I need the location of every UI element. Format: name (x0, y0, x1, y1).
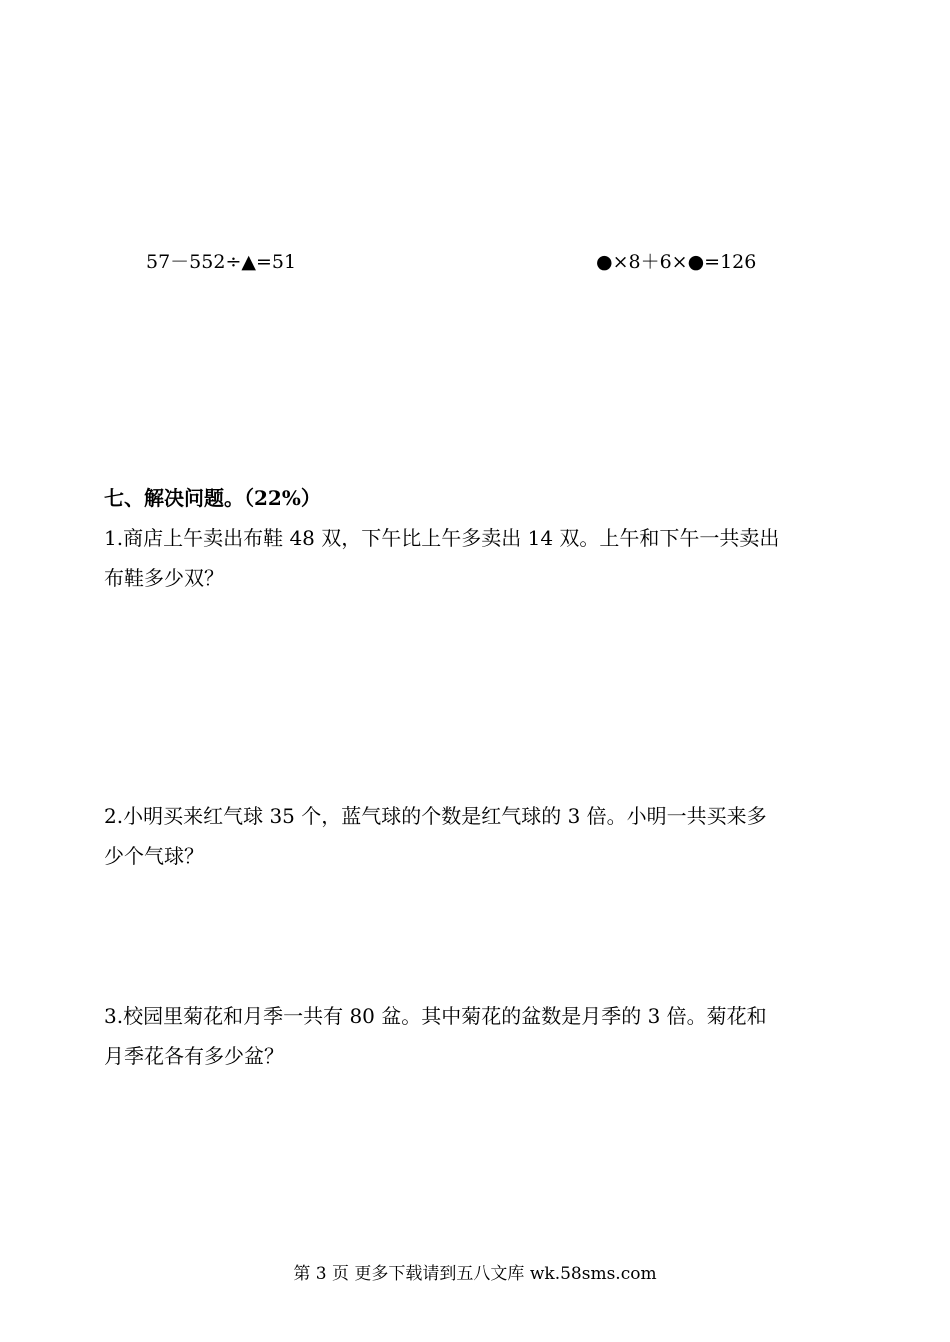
problem-2 (104, 796, 834, 876)
problem-1-line-2: 布鞋多少双？ (104, 566, 224, 590)
page-footer: 第 3 页 更多下载请到五八文库 wk.58sms.com (293, 1264, 657, 1284)
problem-1-line-1: 1.商店上午卖出布鞋 48 双，下午比上午多卖出 14 双。上午和下午一共卖出 (104, 526, 780, 550)
equation-right: ●×8＋6×●=126 (596, 251, 757, 273)
section-title: 七、解决问题。（22%） (104, 486, 321, 510)
equation-left: 57－552÷▲=51 (146, 251, 297, 273)
problem-2-line-1: 2.小明买来红气球 35 个，蓝气球的个数是红气球的 3 倍。小明一共买来多 (104, 804, 767, 828)
problem-1 (104, 518, 834, 598)
problem-3-line-1: 3.校园里菊花和月季一共有 80 盆。其中菊花的盆数是月季的 3 倍。菊花和 (104, 1004, 767, 1028)
problem-3 (104, 996, 834, 1076)
problem-3-line-2: 月季花各有多少盆？ (104, 1044, 284, 1068)
problem-2-line-2: 少个气球？ (104, 844, 204, 868)
